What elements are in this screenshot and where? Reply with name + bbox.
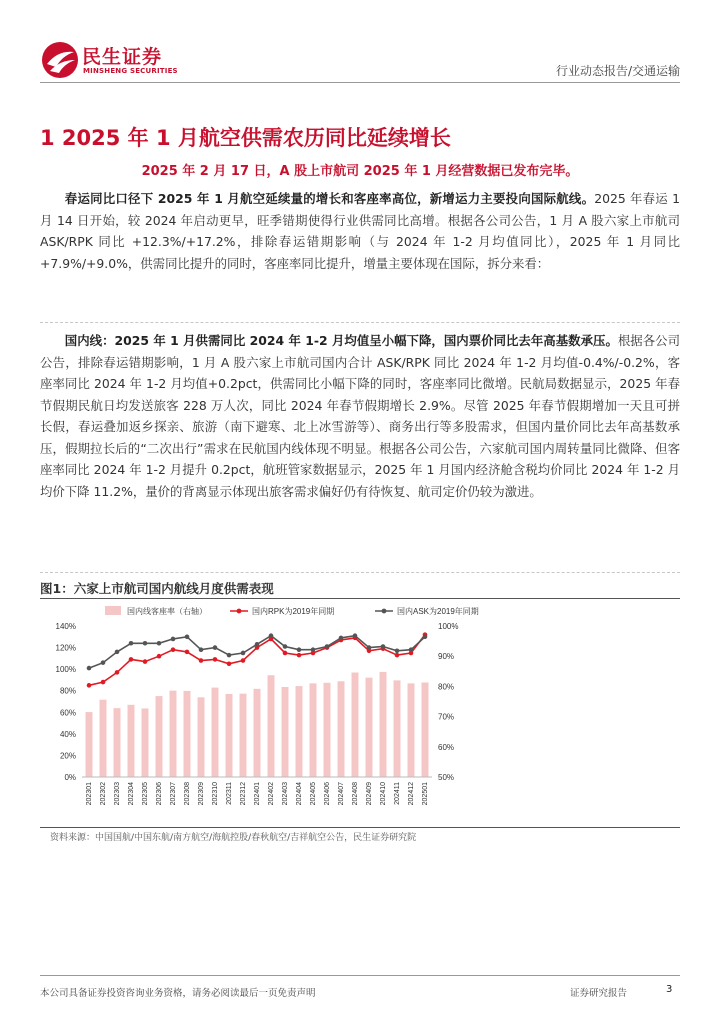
x-axis-tick-label: 202302 [100, 782, 107, 806]
left-axis-tick-label: 0% [64, 773, 76, 782]
footer-divider [40, 975, 680, 976]
load-factor-bar [324, 683, 331, 777]
load-factor-bar [142, 708, 149, 777]
rpk-data-point [227, 661, 232, 666]
ask-data-point [269, 633, 274, 638]
figure-title: 图1：六家上市航司国内航线月度供需表现 [40, 581, 274, 596]
x-axis-tick-label: 202401 [254, 782, 261, 806]
right-axis-tick-label: 60% [438, 742, 455, 752]
figure-top-rule [40, 598, 680, 599]
ask-data-point [227, 653, 232, 658]
right-axis-tick-label: 50% [438, 773, 455, 782]
x-axis-tick-label: 202410 [380, 782, 387, 806]
x-axis-tick-label: 202312 [240, 782, 247, 806]
x-axis-tick-label: 202411 [394, 782, 401, 805]
rpk-data-point [157, 654, 162, 659]
rpk-data-point [395, 653, 400, 658]
header-divider [40, 82, 680, 83]
figure-source: 资料来源：中国国航/中国东航/南方航空/海航控股/春秋航空/吉祥航空公告，民生证券研究院 [50, 833, 417, 843]
x-axis-tick-label: 202307 [170, 782, 177, 806]
ask-data-point [185, 634, 190, 639]
paragraph-overview [40, 188, 680, 274]
x-axis-tick-label: 202306 [156, 782, 163, 806]
load-factor-bar [408, 683, 415, 777]
paragraph-body: 2025 年春运 1 月 14 日开始，较 2024 年启动更早，旺季错期使得行业供需同比高增。根据各公司公告，1 月 A 股六家上市航司 ASK/RPK 同比 +12.3%/+17.2%，排除春运错期影响（与 2024 年 1-2 月均值同比），2025 年 1 月同比+7.9%/+9.0%，供需同比提升的同时，客座率同比提升，增量主要体现在国际，拆分来看： [40, 191, 680, 271]
rpk-data-point [129, 657, 134, 662]
load-factor-bar [282, 687, 289, 777]
ask-data-point [311, 647, 316, 652]
rpk-data-point [185, 650, 190, 655]
report-type: 行业动态报告/交通运输 [555, 64, 680, 78]
x-axis-tick-label: 202301 [86, 782, 93, 806]
load-factor-bar [422, 682, 429, 777]
rpk-data-point [213, 657, 218, 662]
ask-data-point [353, 633, 358, 638]
load-factor-bar [86, 712, 93, 777]
load-factor-bar [268, 675, 275, 777]
paragraph-lead: 国内线：2025 年 1 月供需同比 2024 年 1-2 月均值呈小幅下降，国内票价同比去年高基数承压。 [64, 333, 618, 348]
x-axis-tick-label: 202308 [184, 782, 191, 806]
rpk-data-point [143, 659, 148, 664]
footer-label: 证券研究报告 [570, 988, 628, 999]
dashed-divider [40, 322, 680, 323]
ask-data-point [87, 666, 92, 671]
rpk-data-point [241, 658, 246, 663]
x-axis-tick-label: 202305 [142, 782, 149, 806]
paragraph-body: 根据各公司公告，排除春运错期影响，1 月 A 股六家上市航司国内合计 ASK/RPK 同比 2024 年 1-2 月均值-0.4%/-0.2%，客座率同比 2024 年 1-2 月均值+0.2pct，供需同比小幅下降的同时，客座率同比微增。民航局数据显示，2025 年春节假期民航日均发送旅客 228 万人次，同比 2024 年春节假期增长 2.9%。尽管 2025 年春节假期增加一天且可拼长假，春运叠加返乡探亲、旅游（南下避寒、北上冰雪游等）、商务出行等多股需求，但国内量价同比去年高基数承压，假期拉长后的“二次出行”需求在民航国内线体现不明显。根据各公司公告，六家航司国内周转量同比微降、但客座率同比 2024 年 1-2 月提升 0.2pct，航班管家数据显示，2025 年 1 月国内经济舱含税均价同比 2024 年 1-2 月均价下降 11.2%，量价的背离显示体现出旅客需求偏好仍有待恢复、航司定价仍较为激进。 [40, 333, 680, 499]
paragraph-lead: 春运同比口径下 2025 年 1 月航空延续量的增长和客座率高位，新增运力主要投向国际航线。 [64, 191, 595, 206]
paragraph-domestic [40, 330, 680, 502]
footer-disclaimer[interactable]: 本公司具备证券投资咨询业务资格，请务必阅读最后一页免责声明 [40, 988, 316, 999]
left-axis-tick-label: 60% [59, 708, 76, 718]
legend-label: 国内ASK为2019年同期 [397, 607, 479, 616]
ask-data-point [283, 644, 288, 649]
page-header [0, 0, 724, 84]
right-axis-tick-label: 90% [438, 652, 455, 662]
rpk-data-point [199, 658, 204, 663]
rpk-data-point [115, 670, 120, 675]
legend-marker-ask [382, 609, 387, 614]
x-axis-tick-label: 202404 [296, 782, 303, 806]
ask-data-point [339, 636, 344, 641]
load-factor-bar [366, 678, 373, 777]
x-axis-tick-label: 202407 [338, 782, 345, 806]
domestic-supply-demand-chart [40, 600, 680, 826]
right-axis-tick-label: 100% [438, 622, 459, 631]
x-axis-tick-label: 202303 [114, 782, 121, 806]
ask-data-point [367, 645, 372, 650]
load-factor-bar [240, 694, 247, 777]
rpk-data-point [297, 653, 302, 658]
x-axis-tick-label: 202408 [352, 782, 359, 806]
load-factor-bar [380, 672, 387, 777]
left-axis-tick-label: 140% [55, 622, 76, 631]
ask-data-point [297, 647, 302, 652]
load-factor-bar [212, 688, 219, 777]
load-factor-bar [100, 700, 107, 777]
left-axis-tick-label: 20% [59, 751, 76, 761]
ask-data-point [241, 651, 246, 656]
left-axis-tick-label: 100% [55, 665, 76, 675]
ask-data-point [171, 637, 176, 642]
legend-marker-rpk [237, 609, 242, 614]
key-highlight: 2025 年 2 月 17 日，A 股上市航司 2025 年 1 月经营数据已发布完毕。 [141, 164, 579, 179]
ask-data-point [213, 645, 218, 650]
ask-data-point [129, 641, 134, 646]
ask-data-point [409, 647, 414, 652]
dashed-divider [40, 572, 680, 573]
left-axis-tick-label: 120% [55, 643, 76, 653]
ask-data-point [423, 634, 428, 639]
x-axis-tick-label: 202403 [282, 782, 289, 806]
ask-data-point [143, 641, 148, 646]
minsheng-logo-icon [40, 40, 80, 80]
load-factor-bar [310, 683, 317, 777]
legend-label: 国内RPK为2019年同期 [252, 607, 335, 616]
load-factor-bar [296, 686, 303, 777]
load-factor-bar [114, 708, 121, 777]
ask-data-point [395, 649, 400, 654]
brand-name-en: MINSHENG SECURITIES [83, 67, 178, 75]
x-axis-tick-label: 202406 [324, 782, 331, 806]
rpk-data-point [171, 647, 176, 652]
legend-swatch-bar [105, 606, 121, 615]
load-factor-bar [184, 691, 191, 777]
load-factor-bar [170, 691, 177, 777]
ask-data-point [157, 641, 162, 646]
section-title: 1 2025 年 1 月航空供需农历同比延续增长 [40, 126, 451, 150]
brand-logo[interactable] [40, 40, 180, 80]
ask-data-point [255, 642, 260, 647]
x-axis-tick-label: 202304 [128, 782, 135, 806]
x-axis-tick-label: 202310 [212, 782, 219, 806]
left-axis-tick-label: 80% [59, 686, 76, 696]
ask-data-point [199, 647, 204, 652]
load-factor-bar [198, 697, 205, 777]
rpk-data-point [87, 683, 92, 688]
ask-data-point [325, 644, 330, 649]
ask-data-point [101, 660, 106, 665]
x-axis-tick-label: 202409 [366, 782, 373, 806]
load-factor-bar [128, 705, 135, 777]
legend-label: 国内线客座率（右轴） [127, 607, 207, 616]
x-axis-tick-label: 202412 [408, 782, 415, 806]
right-axis-tick-label: 80% [438, 682, 455, 692]
x-axis-tick-label: 202501 [422, 782, 429, 806]
page-number: 3 [666, 984, 673, 995]
load-factor-bar [394, 680, 401, 777]
rpk-data-point [283, 651, 288, 656]
x-axis-tick-label: 202405 [310, 782, 317, 806]
ask-data-point [381, 644, 386, 649]
load-factor-bar [338, 681, 345, 777]
x-axis-tick-label: 202309 [198, 782, 205, 806]
load-factor-bar [254, 689, 261, 777]
figure-bottom-rule [40, 827, 680, 828]
brand-name-cn: 民生证券 [82, 46, 163, 68]
load-factor-bar [352, 673, 359, 777]
ask-series-line [89, 636, 425, 668]
right-axis-tick-label: 70% [438, 712, 455, 722]
left-axis-tick-label: 40% [59, 729, 76, 739]
ask-data-point [115, 650, 120, 655]
x-axis-tick-label: 202402 [268, 782, 275, 806]
x-axis-tick-label: 202311 [226, 782, 233, 805]
load-factor-bar [226, 694, 233, 777]
rpk-data-point [101, 680, 106, 685]
load-factor-bar [156, 696, 163, 777]
